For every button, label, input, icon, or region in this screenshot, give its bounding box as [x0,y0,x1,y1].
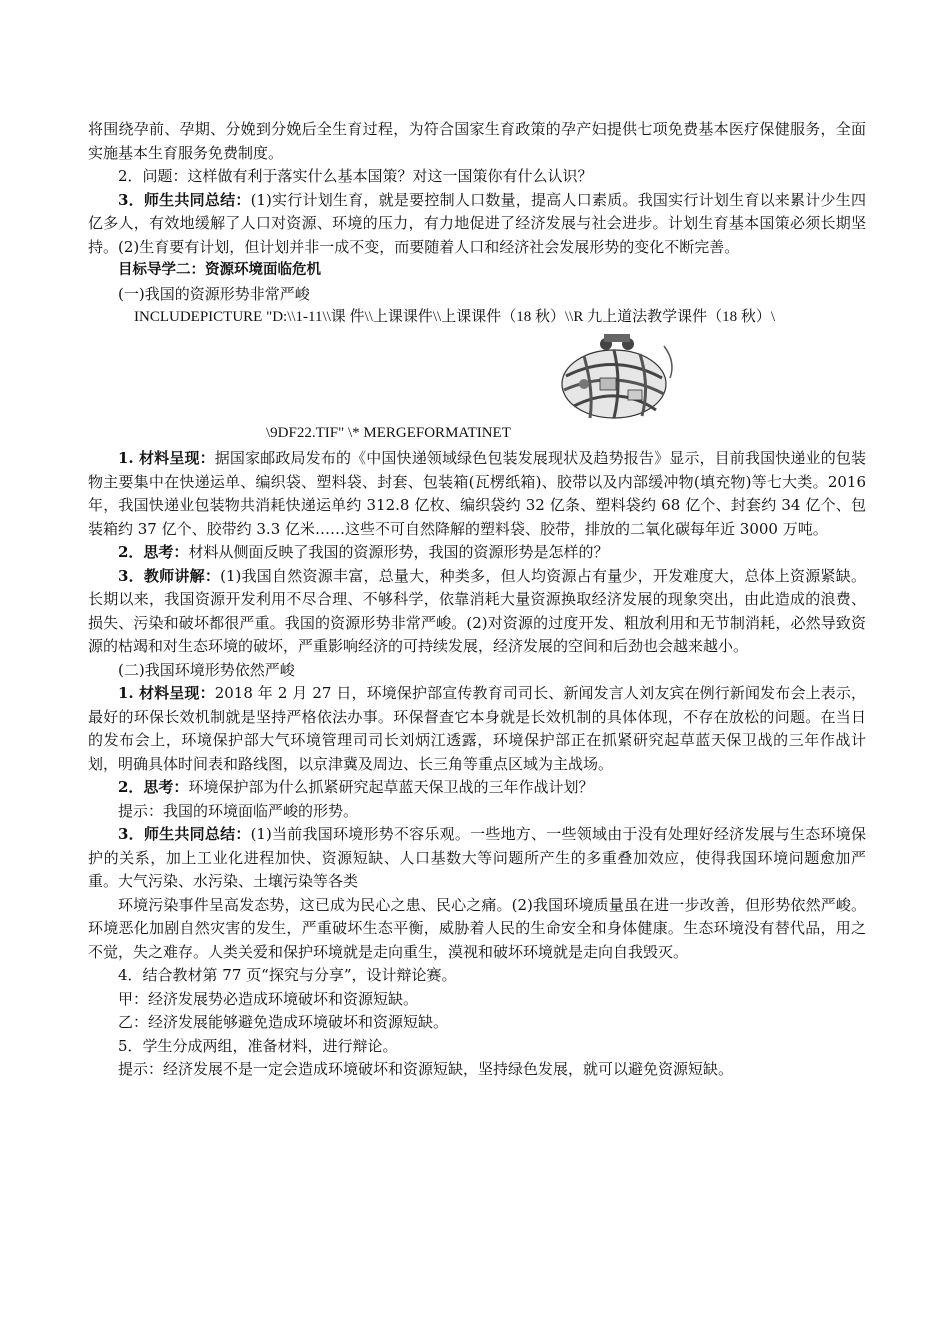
debate-side-b: 乙：经济发展能够避免造成环境破坏和资源短缺。 [118,1013,449,1031]
illustration-area [88,330,866,422]
document-body [88,118,866,1082]
summary-3 [88,189,866,260]
think-2-text: 材料从侧面反映了我国的资源形势，我国的资源形势是怎样的？ [188,543,609,561]
material-1-text: 据国家邮政局发布的《中国快递领域绿色包装发展现状及趋势报告》显示，目前我国快递业的包装物主要集中在快递运单、编织袋、塑料袋、封套、包装箱(瓦楞纸箱)、胶带以及内部缓冲物(填充物)等七大类。2016 年，我国快递业包装物共消耗快递运单约 312.8 亿枚、编织袋约 32 亿条、塑料袋约 68 亿个、封套约 34 亿个、包装箱约 37 亿个、胶带约 3.3 亿米……这些不可自然降解的塑料袋、胶带，排放的二氧化碳每年近 3000 万吨。 [88,449,866,538]
teacher-explain-3 [88,565,866,659]
debate-side-a: 甲：经济发展势必造成环境破坏和资源短缺。 [118,989,419,1008]
env-material-1-lead: 1. 材料呈现： [118,684,215,702]
summary-3-text: (1)实行计划生育，就是要控制人口数量，提高人口素质。我国实行计划生育以来累计少生四亿多人，有效地缓解了人口对资源、环境的压力，有力地促进了经济发展与社会进步。计划生育基本国策必须长期坚持。(2)生育要有计划，但计划并非一成不变，而要随着人口和经济社会发展形势的变化不断完善。 [88,190,866,256]
debate-5: 5．学生分成两组，准备材料，进行辩论。 [118,1036,398,1055]
summary-3-lead: 3．师生共同总结： [118,190,251,209]
teacher-explain-3-lead: 3．教师讲解： [118,566,221,585]
debate-4: 4．结合教材第 77 页“探究与分享”，设计辩论赛。 [118,966,457,984]
question-2 [88,165,866,189]
env-summary-3 [88,823,866,894]
env-material-1 [88,682,866,776]
paragraph-continued: 将围绕孕前、孕期、分娩到分娩后全生育过程，为符合国家生育政策的孕产妇提供七项免费基本医疗保健服务，全面实施基本生育服务免费制度。 [88,120,866,162]
debate-tip: 提示：经济发展不是一定会造成环境破坏和资源短缺，坚持绿色发展，就可以避免资源短缺。 [118,1060,734,1078]
env-think-2-lead: 2．思考： [118,778,189,796]
material-1-lead: 1. 材料呈现： [118,449,215,467]
env-think-2-text: 环境保护部为什么抓紧研究起草蓝天保卫战的三年作战计划？ [188,778,594,796]
think-2-lead: 2．思考： [118,543,189,561]
material-1 [88,447,866,541]
subheading-environment: (二)我国环境形势依然严峻 [118,660,295,679]
subheading-resources: (一)我国的资源形势非常严峻 [118,284,310,303]
env-tip-2: 提示：我国的环境面临严峻的形势。 [118,801,359,820]
env-summary-3-lead: 3．师生共同总结： [118,825,251,843]
question-2-lead: 2．问题： [118,167,188,185]
goal-heading-2: 目标导学二：资源环境面临危机 [118,262,321,278]
think-2 [88,541,866,565]
env-summary-3-text: (1)当前我国环境形势不容乐观。一些地方、一些领域由于没有处理好经济发展与生态环境保护的关系，加上工业化进程加快、资源短缺、人口基数大等问题所产生的多重叠加效应，使得我国环境问题愈加严重。大气污染、水污染、土壤污染等各类 [88,825,866,890]
env-think-2 [88,776,866,800]
question-2-text: 这样做有利于落实什么基本国策？对这一国策你有什么认识？ [187,167,593,185]
env-summary-3-continued: 环境污染事件呈高发态势，这已成为民心之患、民心之痛。(2)我国环境质量虽在进一步改善，但形势依然严峻。环境恶化加剧自然灾害的发生，严重破坏生态平衡，威胁着人民的生命安全和身体健康。生态环境没有替代品，用之不觉，失之难存。人类关爱和保护环境就是走向重生，漠视和破坏环境就是走向自我毁灭。 [88,895,866,961]
env-material-1-text: 2018 年 2 月 27 日，环境保护部宣传教育司司长、新闻发言人刘友宾在例行新闻发布会上表示，最好的环保长效机制就是坚持严格依法办事。环保督查它本身就是长效机制的具体体现，不存在放松的问题。在当日的发布会上，环境保护部大气环境管理司司长刘炳江透露，环境保护部正在抓紧研究起草蓝天保卫战的三年作战计划，明确具体时间表和路线图，以京津冀及周边、长三角等重点区域为主战场。 [88,684,866,773]
teacher-explain-3-text: (1)我国自然资源丰富，总量大，种类多，但人均资源占有量少，开发难度大，总体上资源紧缺。长期以来，我国资源开发利用不尽合理、不够科学，依靠消耗大量资源换取经济发展的现象突出，由此造成的浪费、损失、污染和破坏都很严重。我国的资源形势非常严峻。(2)对资源的过度开发、粗放利用和无节制消耗，必然导致资源的枯竭和对生态环境的破坏，严重影响经济的可持续发展，经济发展的空间和后劲也会越来越小。 [88,566,866,655]
include-picture-field: INCLUDEPICTURE "D:\\1-11\\课 件\\上课课件\\上课课件（18 秋）\\R 九上道法教学课件（18 秋）\ [134,309,775,325]
merge-format-field: \9DF22.TIF" \* MERGEFORMATINET [266,424,511,441]
globe-packages-icon [544,332,686,420]
